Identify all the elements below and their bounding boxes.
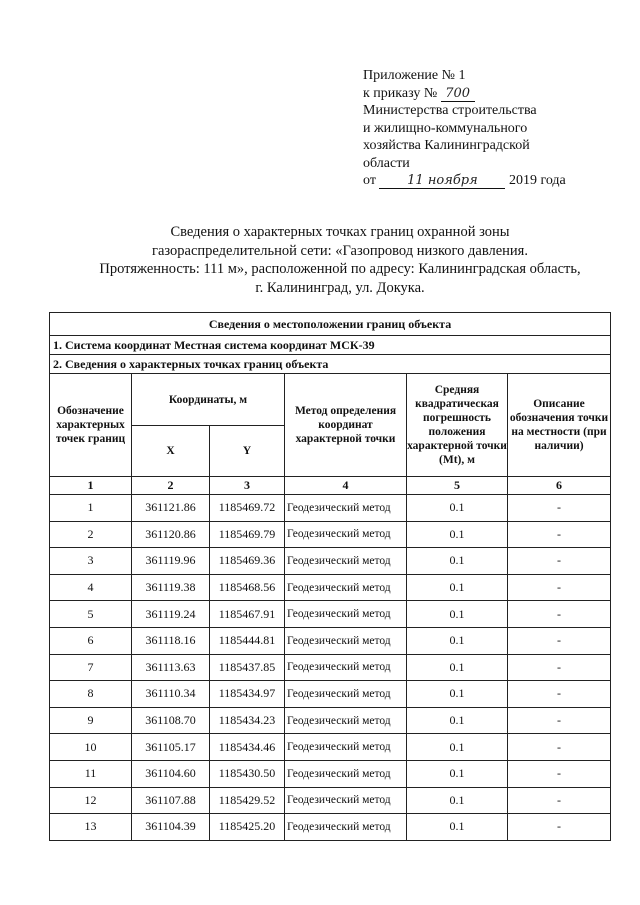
col-number: 6 xyxy=(508,477,611,495)
point-number: 9 xyxy=(50,707,132,734)
coord-y: 1185430.50 xyxy=(210,760,285,787)
point-number: 13 xyxy=(50,814,132,841)
date-year: 2019 года xyxy=(508,173,566,188)
table-row xyxy=(50,707,611,734)
coord-y: 1185434.46 xyxy=(210,734,285,761)
method: Геодезический метод xyxy=(285,521,407,548)
method: Геодезический метод xyxy=(285,814,407,841)
ministry-line-1: Министерства строительства xyxy=(363,103,537,118)
coordinate-system-row: 1. Система координат Местная система координат МСК-39 xyxy=(50,336,611,355)
coord-y: 1185469.72 xyxy=(210,495,285,522)
error-mt: 0.1 xyxy=(407,681,508,708)
date-prefix: от xyxy=(363,173,376,188)
table-row xyxy=(50,760,611,787)
coord-y: 1185467.91 xyxy=(210,601,285,628)
description: - xyxy=(508,760,611,787)
table-row xyxy=(50,495,611,522)
order-number: 700 xyxy=(441,87,475,102)
point-number: 3 xyxy=(50,548,132,575)
point-number: 4 xyxy=(50,574,132,601)
method: Геодезический метод xyxy=(285,627,407,654)
table-header: Сведения о местоположении границ объекта xyxy=(50,313,611,336)
ministry-line-2: и жилищно-коммунального xyxy=(363,120,528,136)
error-mt: 0.1 xyxy=(407,734,508,761)
coord-y: 1185434.23 xyxy=(210,707,285,734)
coord-x: 361119.24 xyxy=(132,601,210,628)
ministry-line-3: хозяйства Калининградской xyxy=(363,138,530,153)
description: - xyxy=(508,548,611,575)
col-number: 3 xyxy=(210,477,285,495)
coord-y: 1185425.20 xyxy=(210,814,285,841)
coord-y: 1185469.36 xyxy=(210,548,285,575)
coord-x: 361110.34 xyxy=(132,681,210,708)
coord-y: 1185468.56 xyxy=(210,574,285,601)
table-row xyxy=(50,654,611,681)
method: Геодезический метод xyxy=(285,707,407,734)
col-header-description: Описание обозначения точки на местности (при наличии) xyxy=(508,374,611,477)
coord-x: 361107.88 xyxy=(132,787,210,814)
description: - xyxy=(508,495,611,522)
method: Геодезический метод xyxy=(285,495,407,522)
table-row xyxy=(50,521,611,548)
points-section-row: 2. Сведения о характерных точках границ объекта xyxy=(50,355,611,374)
method: Геодезический метод xyxy=(285,574,407,601)
description: - xyxy=(508,787,611,814)
coord-x: 361121.86 xyxy=(132,495,210,522)
point-number: 5 xyxy=(50,601,132,628)
col-header-y: Y xyxy=(210,426,285,477)
title-line-1: Сведения о характерных точках границ охранной зоны xyxy=(170,224,510,240)
date-handwritten: 11 ноября xyxy=(379,174,505,189)
error-mt: 0.1 xyxy=(407,814,508,841)
ministry-line-4: области xyxy=(363,155,410,171)
coord-y: 1185444.81 xyxy=(210,627,285,654)
document-title xyxy=(40,223,640,297)
error-mt: 0.1 xyxy=(407,760,508,787)
error-mt: 0.1 xyxy=(407,574,508,601)
coord-x: 361113.63 xyxy=(132,654,210,681)
point-number: 12 xyxy=(50,787,132,814)
point-number: 7 xyxy=(50,654,132,681)
error-mt: 0.1 xyxy=(407,601,508,628)
col-header-method: Метод определения координат характерной точки xyxy=(285,374,407,477)
error-mt: 0.1 xyxy=(407,627,508,654)
coord-y: 1185469.79 xyxy=(210,521,285,548)
description: - xyxy=(508,521,611,548)
coord-x: 361104.60 xyxy=(132,760,210,787)
coord-x: 361118.16 xyxy=(132,627,210,654)
description: - xyxy=(508,734,611,761)
method: Геодезический метод xyxy=(285,760,407,787)
table-row xyxy=(50,601,611,628)
table-row xyxy=(50,574,611,601)
point-number: 10 xyxy=(50,734,132,761)
method: Геодезический метод xyxy=(285,654,407,681)
table-row xyxy=(50,787,611,814)
appendix-title: Приложение № 1 xyxy=(363,68,466,83)
point-number: 8 xyxy=(50,681,132,708)
coord-x: 361105.17 xyxy=(132,734,210,761)
table-row xyxy=(50,681,611,708)
error-mt: 0.1 xyxy=(407,654,508,681)
point-number: 6 xyxy=(50,627,132,654)
coord-x: 361104.39 xyxy=(132,814,210,841)
error-mt: 0.1 xyxy=(407,521,508,548)
description: - xyxy=(508,681,611,708)
col-header-coords: Координаты, м xyxy=(132,374,285,426)
description: - xyxy=(508,814,611,841)
col-number: 1 xyxy=(50,477,132,495)
description: - xyxy=(508,574,611,601)
description: - xyxy=(508,627,611,654)
coord-y: 1185429.52 xyxy=(210,787,285,814)
coord-x: 361120.86 xyxy=(132,521,210,548)
appendix-block xyxy=(363,67,613,190)
col-header-x: X xyxy=(132,426,210,477)
coordinates-table xyxy=(49,312,611,841)
coord-x: 361108.70 xyxy=(132,707,210,734)
title-line-4: г. Калининград, ул. Докука. xyxy=(255,279,425,296)
col-number: 5 xyxy=(407,477,508,495)
error-mt: 0.1 xyxy=(407,495,508,522)
method: Геодезический метод xyxy=(285,681,407,708)
method: Геодезический метод xyxy=(285,787,407,814)
date-line xyxy=(363,172,613,190)
method: Геодезический метод xyxy=(285,548,407,575)
coord-x: 361119.38 xyxy=(132,574,210,601)
col-number: 2 xyxy=(132,477,210,495)
col-header-point: Обозначение характерных точек границ xyxy=(50,374,132,477)
col-number: 4 xyxy=(285,477,407,495)
order-line xyxy=(363,85,613,103)
table-row xyxy=(50,627,611,654)
point-number: 1 xyxy=(50,495,132,522)
coord-y: 1185437.85 xyxy=(210,654,285,681)
error-mt: 0.1 xyxy=(407,548,508,575)
description: - xyxy=(508,707,611,734)
col-header-error: Средняя квадратическая погрешность положения характерной точки (Mt), м xyxy=(407,374,508,477)
table-row xyxy=(50,734,611,761)
description: - xyxy=(508,601,611,628)
point-number: 2 xyxy=(50,521,132,548)
error-mt: 0.1 xyxy=(407,707,508,734)
error-mt: 0.1 xyxy=(407,787,508,814)
method: Геодезический метод xyxy=(285,601,407,628)
coord-y: 1185434.97 xyxy=(210,681,285,708)
table-row xyxy=(50,548,611,575)
title-line-2: газораспределительной сети: «Газопровод низкого давления. xyxy=(152,242,528,259)
point-number: 11 xyxy=(50,760,132,787)
table-row xyxy=(50,814,611,841)
description: - xyxy=(508,654,611,681)
order-prefix: к приказу № xyxy=(363,85,438,101)
method: Геодезический метод xyxy=(285,734,407,761)
title-line-3: Протяженность: 111 м», расположенной по адресу: Калининградская область, xyxy=(99,261,581,277)
coord-x: 361119.96 xyxy=(132,548,210,575)
